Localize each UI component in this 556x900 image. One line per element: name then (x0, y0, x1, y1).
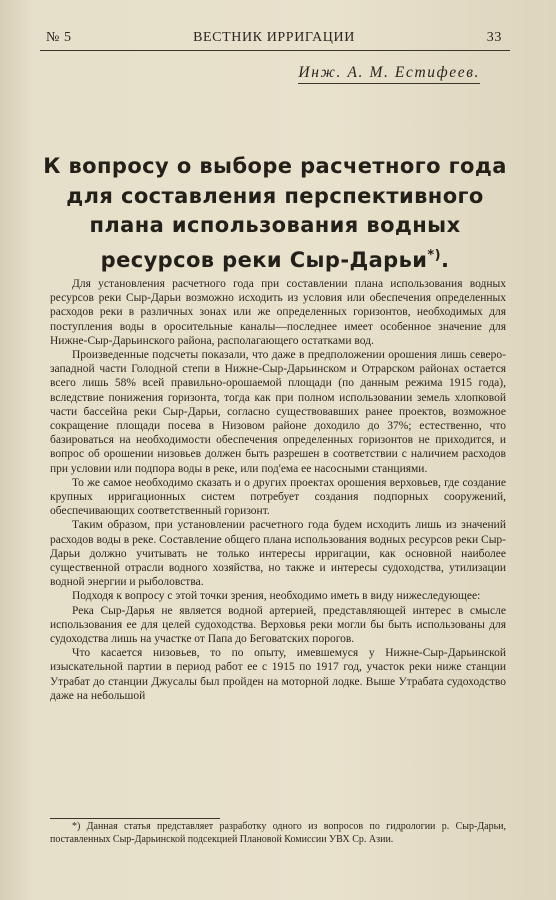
article-title-text: К вопросу о выборе расчетного года для составления перспективного плана использования водных ресурсов реки Сыр-Дарьи (43, 154, 507, 272)
journal-title: ВЕСТНИК ИРРИГАЦИИ (193, 30, 355, 45)
paragraph: Для установления расчетного года при составлении плана использования водных ресурсов реки Сыр-Дарьи возможно исходить из условия или обеспечения определенных расходов реки в различных зонах или же определенных горизонтов, необходимых для поступления воды в оросительные каналы—последнее имеет особенное значение для Нижне-Сыр-Дарьинского района, располагающего остатками вод. (50, 278, 506, 347)
issue-number: № 5 (46, 30, 72, 45)
article-title (30, 152, 520, 275)
paragraph: Река Сыр-Дарья не является водной артерией, представляющей интерес в смысле использования ее для целей судоходства. Верховья реки могли бы быть использованы для судоходства лишь на участке от Папа до Беговатских порогов. (50, 604, 506, 646)
title-period: . (440, 247, 450, 272)
paragraph: Что касается низовьев, то по опыту, имевшемуся у Нижне-Сыр-Дарьинской изыскательной партии в период работ ее с 1915 по 1917 год, участок реки ниже станции Утрабат до станции Джусалы был пройден на моторной лодке. Выше Утрабата судоходство даже на небольшой (50, 647, 506, 702)
paragraph: То же самое необходимо сказать и о других проектах орошения верховьев, где создание крупных ирригационных систем потребует создания подпорных сооружений, обеспечивающих соответственный горизонт. (50, 476, 506, 518)
page-number: 33 (486, 30, 502, 45)
author-byline: Инж. А. М. Естифеев. (298, 64, 480, 84)
footnote: *) Данная статья представляет разработку одного из вопросов по гидрологии р. Сыр-Дарьи, поставленных Сыр-Дарьинской подсекцией Плановой Комиссии УВХ Ср. Азии. (50, 821, 506, 845)
footnote-rule (50, 818, 220, 819)
running-header (40, 30, 508, 50)
title-footnote-marker: *) (427, 247, 441, 263)
paragraph: Таким образом, при установлении расчетного года будем исходить лишь из значений расходов воды в реке. Составление общего плана использования водных ресурсов реки Сыр-Дарьи должно учитывать не только интересы ирригации, как основной наиболее существенной отрасли водного хозяйства, но также и интересы судоходства, утилизации водной энергии и рыболовства. (50, 519, 506, 589)
paragraph: Произведенные подсчеты показали, что даже в предположении орошения лишь северо-западной части Голодной степи в Нижне-Сыр-Дарьинском и Отрарском районах остается всего лишь 58% всей правильно-орошаемой площади (по данным режима 1915 года), вследствие понижения горизонта, тогда как при полном использовании земель хлопковой части бассейна реки Сыр-Дарьи, согласно существовавших ранее проектов, возможное сокращение площади посева в Низовом районе доходило до 37%; естественно, что базироваться на необходимости обеспечения определенных горизонтов не приходится, и вопрос об орошении низовьев должен быть разрешен в соответствии с наличием расходов при условии или подпора воды в реке, или под'ема ее насосными станциями. (50, 349, 506, 475)
paragraph: Подходя к вопросу с этой точки зрения, необходимо иметь в виду нижеследующее: (72, 590, 481, 603)
header-rule (40, 50, 510, 51)
article-body (50, 277, 506, 703)
